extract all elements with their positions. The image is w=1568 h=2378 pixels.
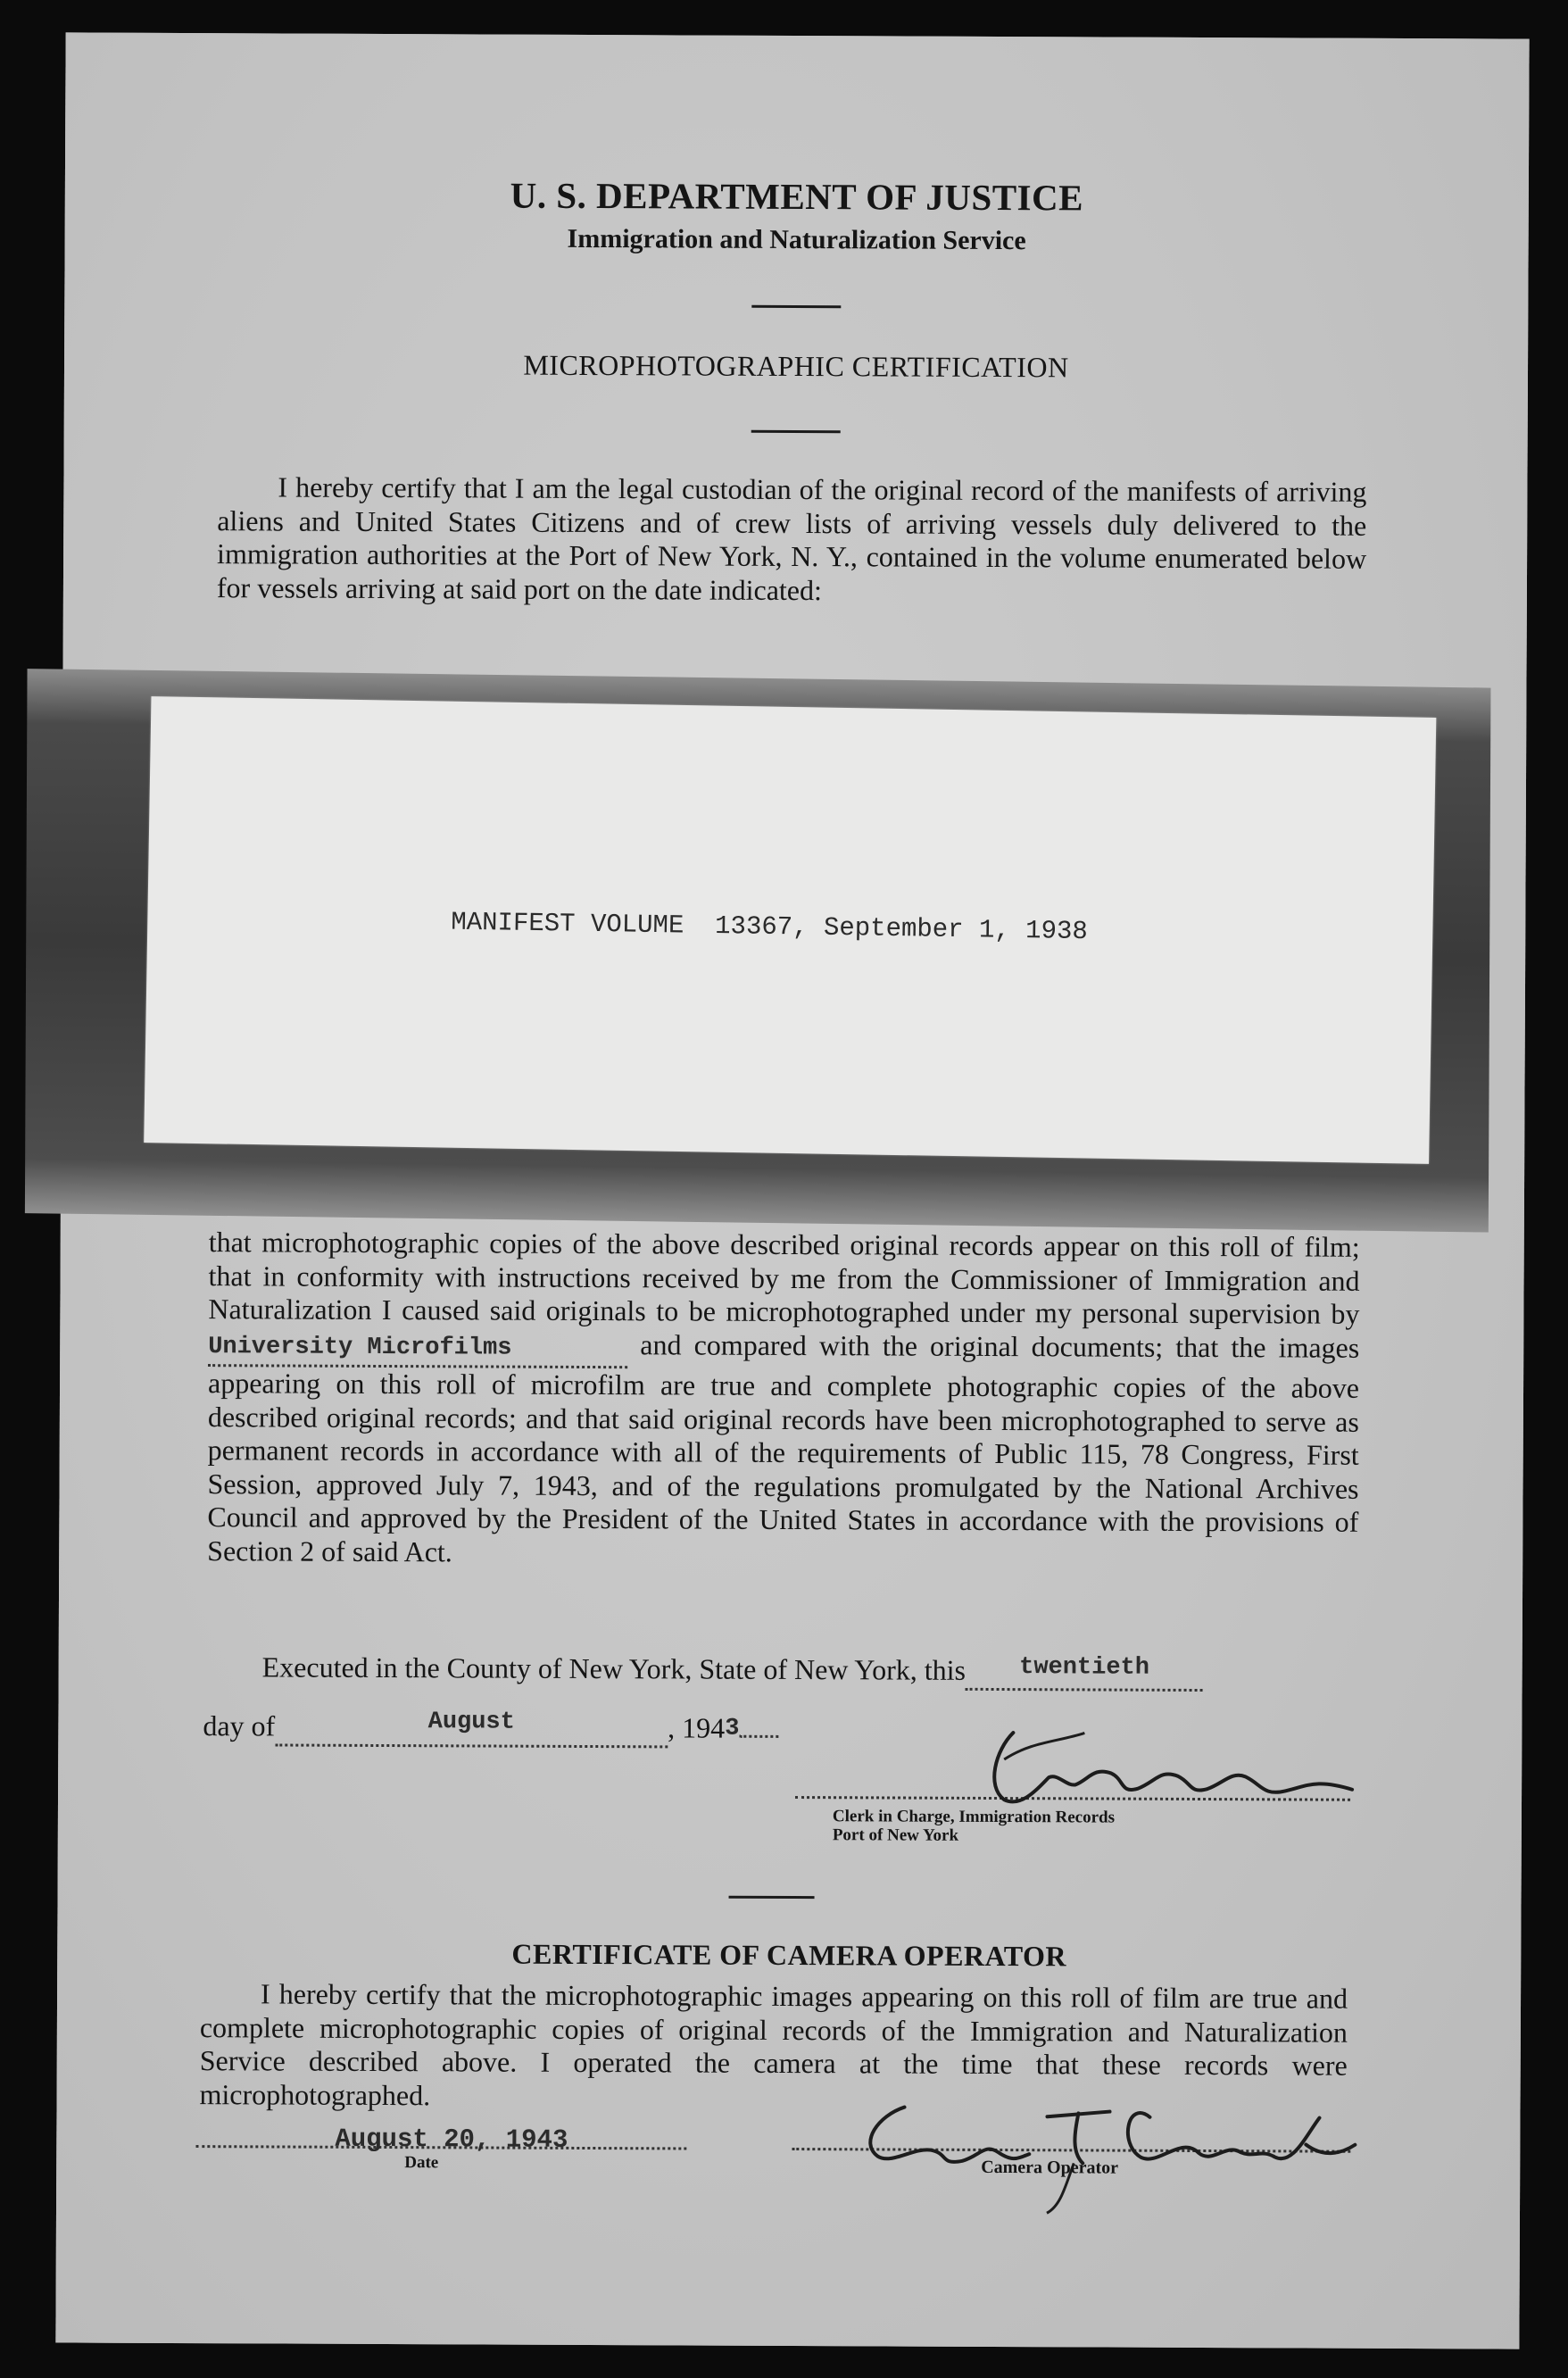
year-prefix: , 194 (668, 1711, 726, 1744)
service-subtitle: Immigration and Naturalization Service (567, 223, 1026, 256)
camera-operator-signature (806, 2080, 1360, 2216)
date-value: August 20, 1943 (335, 2124, 568, 2155)
divider-rule (751, 305, 841, 308)
film-paragraph (207, 1226, 1360, 1573)
photographer-field (208, 1326, 627, 1369)
camera-certificate-paragraph: I hereby certify that the microphotographic images appearing on this roll of film are true and complete microphotographic copies of original records of the Immigration and Naturalization Service described above. I operated the camera at the time that these records were microphotographed. (199, 1977, 1348, 2111)
day-of-line (203, 1709, 778, 1749)
date-label: Date (404, 2153, 439, 2173)
photographer-value: University Microfilms (208, 1333, 512, 1362)
custodian-paragraph: I hereby certify that I am the legal custodian of the original record of the manifests of arriving aliens and United States Citizens and of crew lists of arriving vessels duly delivered to the immigration authorities at the Port of New York, N. Y., contained in the volume enumerated below for vessels arriving at said port on the date indicated: (216, 470, 1367, 606)
divider-rule (751, 430, 841, 433)
executed-prefix: Executed in the County of New York, State of New York, this (261, 1650, 967, 1686)
year-field (739, 1735, 778, 1738)
camera-certificate-title: CERTIFICATE OF CAMERA OPERATOR (511, 1937, 1067, 1973)
volume-card-text: MANIFEST VOLUME 13367, September 1, 1938 (451, 907, 1089, 947)
clerk-title (833, 1807, 1115, 1845)
execution-line (262, 1650, 1204, 1692)
day-value: twentieth (1019, 1654, 1150, 1682)
clerk-title-line: Port of New York (832, 1825, 959, 1845)
department-title: U. S. DEPARTMENT OF JUSTICE (510, 174, 1084, 219)
divider-rule (729, 1896, 815, 1899)
day-field (966, 1654, 1203, 1692)
certification-title: MICROPHOTOGRAPHIC CERTIFICATION (523, 348, 1069, 384)
film-paragraph-text: that microphotographic copies of the above described original records appear on this roll of film; that in conformity with instructions received by me from the Commissioner of Immigration and Naturalization I caused said originals to be microphotographed under my personal supervision by (208, 1226, 1360, 1330)
camera-operator-label: Camera Operator (981, 2157, 1119, 2178)
month-field (275, 1709, 668, 1748)
certificate-sheet (55, 32, 1529, 2349)
film-paragraph-text: and compared with the original documents; that the images appearing on this roll of microfilm are true and complete photographic copies of the above described original records; and that said original records have been microphotographed to serve as permanent records in accordance with all of the requirements of Public 115, 78 Congress, First Session, approved July 7, 1943, and of the regulations promulgated by the National Archives Council and approved by the President of the United States in accordance with the provisions of Section 2 of said Act. (207, 1327, 1360, 1567)
month-value: August (427, 1709, 515, 1736)
year-digit: 3 (725, 1715, 740, 1742)
day-of-label: day of (203, 1709, 276, 1742)
clerk-title-line: Clerk in Charge, Immigration Records (832, 1807, 1116, 1827)
